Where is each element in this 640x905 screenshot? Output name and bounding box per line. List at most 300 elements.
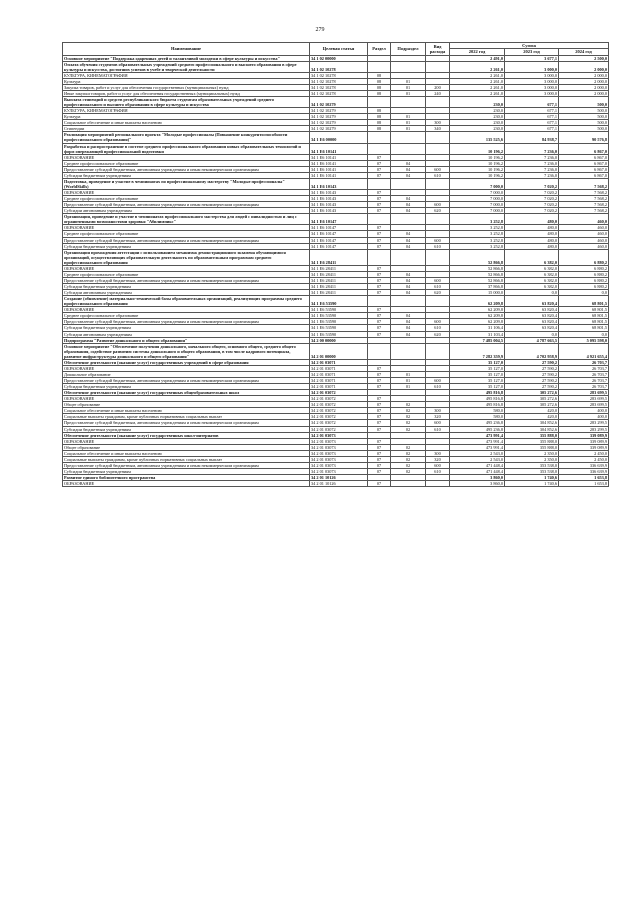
row-section: 07 [368, 319, 391, 325]
row-section: 07 [368, 384, 391, 390]
row-name: Обеспечение деятельности (оказание услуг) государственных школ-интернатов [63, 432, 310, 438]
row-target-code: 34 1 02 10278 [310, 78, 368, 84]
row-expense-type [426, 481, 450, 487]
row-sum-2023: 1 740,6 [505, 481, 559, 487]
row-section: 07 [368, 456, 391, 462]
row-section: 07 [368, 481, 391, 487]
row-section: 07 [368, 190, 391, 196]
row-expense-type: 200 [426, 84, 450, 90]
row-sum-2023: 480,0 [505, 231, 559, 237]
row-sum-2024: 500,0 [559, 126, 609, 132]
row-subsection: 04 [391, 331, 426, 337]
row-name: Общее образование [63, 444, 310, 450]
row-sum-2024: 6 867,0 [559, 154, 609, 160]
row-target-code: 34 2 01 03072 [310, 426, 368, 432]
row-sum-2024: 6 880,2 [559, 284, 609, 290]
row-target-code: 34 1 Е6 28411 [310, 284, 368, 290]
row-sum-2023: 7 020,2 [505, 196, 559, 202]
row-target-code: 34 2 01 03071 [310, 378, 368, 384]
row-target-code: 34 2 01 00000 [310, 343, 368, 359]
row-sum-2023: 7 020,2 [505, 202, 559, 208]
row-sum-2024: 460,0 [559, 231, 609, 237]
row-sum-2024: 7 568,2 [559, 208, 609, 214]
row-name: Организация прохождения аттестации с использованием механизма демонстрационного экзамена обучающимися организаций, осуществляющих образовательную деятельность по образовательным программам среднего профессионального образования [63, 249, 310, 265]
row-target-code: 34 1 Е6 53590 [310, 313, 368, 319]
row-sum-2024: 1 653,8 [559, 481, 609, 487]
row-section [368, 143, 391, 154]
row-sum-2024: 2 450,0 [559, 450, 609, 456]
row-target-code: 34 1 Е6 53590 [310, 325, 368, 331]
row-subsection [391, 343, 426, 359]
row-target-code: 34 1 02 10278 [310, 84, 368, 90]
row-sum-2023: 7 020,2 [505, 208, 559, 214]
table-row [63, 61, 609, 72]
row-sum-2022: 7 485 004,5 [450, 337, 505, 343]
row-expense-type: 300 [426, 408, 450, 414]
row-sum-2022: 495 236,8 [450, 420, 505, 426]
row-section: 07 [368, 426, 391, 432]
row-name: КУЛЬТУРА, КИНЕМАТОГРАФИЯ [63, 72, 310, 78]
row-expense-type: 600 [426, 378, 450, 384]
row-section: 08 [368, 90, 391, 96]
row-sum-2024: 6 867,0 [559, 143, 609, 154]
row-sum-2024: 460,0 [559, 243, 609, 249]
row-sum-2022: 3 252,8 [450, 231, 505, 237]
row-sum-2022: 3 252,8 [450, 237, 505, 243]
row-expense-type: 620 [426, 331, 450, 337]
row-expense-type [426, 343, 450, 359]
row-subsection: 04 [391, 196, 426, 202]
row-subsection: 01 [391, 90, 426, 96]
row-section: 07 [368, 371, 391, 377]
row-sum-2023: 305 272,6 [505, 390, 559, 396]
table-row [63, 143, 609, 154]
row-sum-2023: 3 000,0 [505, 84, 559, 90]
row-sum-2023: 677,1 [505, 120, 559, 126]
row-sum-2024: 6 880,2 [559, 249, 609, 265]
row-subsection: 04 [391, 290, 426, 296]
row-name: ОБРАЗОВАНИЕ [63, 365, 310, 371]
row-sum-2022: 10 196,2 [450, 143, 505, 154]
row-section [368, 61, 391, 72]
row-sum-2022: 2 543,0 [450, 450, 505, 456]
row-sum-2023: 2 350,0 [505, 450, 559, 456]
row-target-code: 34 1 02 10278 [310, 72, 368, 78]
row-sum-2022: 2 261,0 [450, 78, 505, 84]
row-name: Социальное обеспечение и иные выплаты населению [63, 408, 310, 414]
row-sum-2023: 7 236,0 [505, 172, 559, 178]
row-section: 07 [368, 265, 391, 271]
row-sum-2023: 420,0 [505, 414, 559, 420]
row-section: 08 [368, 114, 391, 120]
row-subsection: 04 [391, 277, 426, 283]
row-sum-2024: 460,0 [559, 225, 609, 231]
row-sum-2022: 3 860,0 [450, 475, 505, 481]
row-expense-type: 610 [426, 468, 450, 474]
row-section: 07 [368, 208, 391, 214]
row-sum-2022: 7 282 359,9 [450, 343, 505, 359]
row-sum-2023: 84 938,7 [505, 132, 559, 143]
row-sum-2022: 35 127,0 [450, 371, 505, 377]
row-sum-2022: 580,0 [450, 408, 505, 414]
row-name: Предоставление субсидий бюджетным, автономным учреждениям и иным некоммерческим организациям [63, 237, 310, 243]
row-sum-2022: 495 816,8 [450, 402, 505, 408]
row-subsection [391, 214, 426, 225]
row-target-code: 34 1 Е6 10141 [310, 166, 368, 172]
row-subsection [391, 132, 426, 143]
table-row [63, 296, 609, 307]
row-target-code: 34 2 01 03073 [310, 432, 368, 438]
row-sum-2024: 400,0 [559, 408, 609, 414]
row-sum-2022: 52 866,8 [450, 271, 505, 277]
row-name: ОБРАЗОВАНИЕ [63, 154, 310, 160]
row-section: 07 [368, 154, 391, 160]
row-name: Субсидии автономным учреждениям [63, 331, 310, 337]
row-subsection: 02 [391, 408, 426, 414]
row-section [368, 178, 391, 189]
row-sum-2022: 495 816,8 [450, 396, 505, 402]
row-sum-2024: 283 299,5 [559, 426, 609, 432]
row-sum-2023: 7 236,0 [505, 166, 559, 172]
header-code: Целевая статья [310, 43, 368, 56]
row-sum-2022: 7 000,0 [450, 208, 505, 214]
row-sum-2024: 68 801,5 [559, 313, 609, 319]
row-subsection: 04 [391, 237, 426, 243]
row-expense-type [426, 214, 450, 225]
row-sum-2023: 355 888,0 [505, 432, 559, 438]
row-sum-2024: 0,0 [559, 331, 609, 337]
header-subsection: Подраздел [391, 43, 426, 56]
row-section [368, 97, 391, 108]
row-sum-2024: 7 568,2 [559, 202, 609, 208]
row-sum-2023: 353 538,0 [505, 468, 559, 474]
row-sum-2022: 230,0 [450, 97, 505, 108]
row-name: Субсидии автономным учреждениям [63, 290, 310, 296]
row-sum-2023: 3 677,1 [505, 55, 559, 61]
row-sum-2022: 10 196,2 [450, 154, 505, 160]
row-sum-2022: 495 236,8 [450, 426, 505, 432]
row-sum-2023: 63 820,4 [505, 319, 559, 325]
row-subsection: 01 [391, 371, 426, 377]
row-sum-2022: 471 448,4 [450, 462, 505, 468]
row-name: Субсидии бюджетным учреждениям [63, 172, 310, 178]
row-sum-2022: 52 866,8 [450, 265, 505, 271]
row-sum-2024: 7 568,2 [559, 178, 609, 189]
row-sum-2024: 26 703,7 [559, 384, 609, 390]
header-section: Раздел [368, 43, 391, 56]
row-target-code: 34 1 Е6 10141 [310, 160, 368, 166]
row-name: Субсидии бюджетным учреждениям [63, 384, 310, 390]
row-sum-2024: 2 000,0 [559, 61, 609, 72]
row-name: Закупка товаров, работ и услуг для обеспечения государственных (муниципальных) нужд [63, 84, 310, 90]
row-sum-2023: 7 236,0 [505, 154, 559, 160]
row-name: Предоставление субсидий бюджетным, автономным учреждениям и иным некоммерческим организациям [63, 277, 310, 283]
row-target-code: 34 2 01 03072 [310, 414, 368, 420]
row-name: Предоставление субсидий бюджетным, автономным учреждениям и иным некоммерческим организациям [63, 462, 310, 468]
row-sum-2024: 26 703,7 [559, 365, 609, 371]
row-sum-2023: 6 382,0 [505, 265, 559, 271]
row-sum-2022: 7 000,0 [450, 202, 505, 208]
row-target-code: 34 1 Е6 28411 [310, 271, 368, 277]
row-section: 07 [368, 420, 391, 426]
row-target-code: 34 1 Е6 10147 [310, 214, 368, 225]
row-sum-2022: 15 000,0 [450, 290, 505, 296]
row-sum-2022: 7 000,0 [450, 196, 505, 202]
row-sum-2023: 480,0 [505, 214, 559, 225]
row-expense-type [426, 249, 450, 265]
row-subsection: 04 [391, 325, 426, 331]
row-section: 07 [368, 408, 391, 414]
row-target-code: 34 1 02 10279 [310, 120, 368, 126]
row-target-code: 34 1 Е6 10143 [310, 190, 368, 196]
table-row [63, 132, 609, 143]
row-name: Среднее профессиональное образование [63, 271, 310, 277]
row-section: 07 [368, 277, 391, 283]
row-section: 07 [368, 271, 391, 277]
row-section: 07 [368, 378, 391, 384]
row-expense-type [426, 97, 450, 108]
row-subsection: 02 [391, 468, 426, 474]
row-sum-2022: 230,0 [450, 114, 505, 120]
row-sum-2023: 7 020,2 [505, 190, 559, 196]
row-target-code: 34 2 01 03073 [310, 462, 368, 468]
row-sum-2024: 68 801,5 [559, 296, 609, 307]
row-sum-2022: 10 196,2 [450, 160, 505, 166]
table-row [63, 343, 609, 359]
row-name: Субсидии автономным учреждениям [63, 208, 310, 214]
row-target-code: 34 1 Е6 53590 [310, 307, 368, 313]
row-target-code: 34 1 Е6 28411 [310, 265, 368, 271]
row-expense-type: 600 [426, 420, 450, 426]
row-sum-2023: 677,1 [505, 97, 559, 108]
budget-table [62, 42, 609, 487]
row-sum-2022: 62 209,8 [450, 313, 505, 319]
row-expense-type: 620 [426, 290, 450, 296]
row-sum-2023: 677,1 [505, 108, 559, 114]
row-name: Общее образование [63, 402, 310, 408]
row-section [368, 249, 391, 265]
row-sum-2022: 10 196,2 [450, 166, 505, 172]
row-sum-2024: 0,0 [559, 290, 609, 296]
row-sum-2024: 500,0 [559, 108, 609, 114]
row-section: 08 [368, 78, 391, 84]
row-sum-2024: 2 500,0 [559, 55, 609, 61]
row-name: ОБРАЗОВАНИЕ [63, 307, 310, 313]
row-sum-2023: 0,0 [505, 290, 559, 296]
row-sum-2024: 500,0 [559, 120, 609, 126]
row-name: Стипендии [63, 126, 310, 132]
row-section: 07 [368, 396, 391, 402]
row-section: 07 [368, 462, 391, 468]
row-target-code: 34 2 01 03071 [310, 384, 368, 390]
row-subsection: 01 [391, 120, 426, 126]
row-name: Разработка и распространение в системе среднего профессионального образования новых образовательных технологий и форм опережающей профессиональной подготовки [63, 143, 310, 154]
row-sum-2024: 5 095 598,0 [559, 337, 609, 343]
row-sum-2022: 135 525,6 [450, 132, 505, 143]
row-sum-2023: 63 820,4 [505, 313, 559, 319]
row-sum-2024: 7 568,2 [559, 196, 609, 202]
row-sum-2023: 677,1 [505, 126, 559, 132]
header-year-2022: 2022 год [450, 49, 505, 55]
row-expense-type [426, 178, 450, 189]
row-sum-2022: 62 209,8 [450, 296, 505, 307]
row-sum-2022: 10 196,2 [450, 172, 505, 178]
row-sum-2023: 2 350,0 [505, 456, 559, 462]
row-sum-2024: 283 699,5 [559, 396, 609, 402]
row-sum-2023: 480,0 [505, 237, 559, 243]
row-expense-type: 340 [426, 126, 450, 132]
row-name: Субсидии бюджетным учреждениям [63, 325, 310, 331]
row-name: Основное мероприятие "Обеспечение получения дошкольного, начального общего, основного общего, среднего общего образования, содействие развитию системы дошкольного и общего образования, в том числе кадрового потенциала, развитие инфраструктуры дошкольного и общего образования" [63, 343, 310, 359]
row-sum-2024: 68 801,5 [559, 325, 609, 331]
row-sum-2024: 2 000,0 [559, 78, 609, 84]
row-subsection: 04 [391, 271, 426, 277]
header-sum: Сумма [450, 43, 609, 49]
row-sum-2022: 37 866,8 [450, 284, 505, 290]
row-sum-2024: 400,0 [559, 414, 609, 420]
row-sum-2024: 6 880,2 [559, 277, 609, 283]
row-target-code: 34 2 01 03072 [310, 396, 368, 402]
row-sum-2023: 4 787 663,5 [505, 337, 559, 343]
row-sum-2024: 6 880,2 [559, 265, 609, 271]
row-subsection: 01 [391, 84, 426, 90]
row-sum-2023: 304 852,6 [505, 420, 559, 426]
header-name: Наименование [63, 43, 310, 56]
row-sum-2024: 6 867,0 [559, 166, 609, 172]
row-name: ОБРАЗОВАНИЕ [63, 265, 310, 271]
row-subsection [391, 481, 426, 487]
row-subsection: 01 [391, 78, 426, 84]
row-sum-2023: 480,0 [505, 243, 559, 249]
row-name: Предоставление субсидий бюджетным, автономным учреждениям и иным некоммерческим организациям [63, 166, 310, 172]
row-section: 08 [368, 108, 391, 114]
row-name: Организация, проведение и участие в чемпионатах профессионального мастерства для людей с инвалидностью и лиц с ограниченными возможностями здоровья "Абилимпикс" [63, 214, 310, 225]
row-sum-2024: 283 699,5 [559, 402, 609, 408]
row-expense-type: 320 [426, 456, 450, 462]
row-target-code: 34 1 Е6 10143 [310, 196, 368, 202]
row-subsection: 04 [391, 172, 426, 178]
row-name: Выплата стипендий и средств республиканского бюджета студентам образовательных учреждений среднего профессионального и высшего образования в сфере культуры и искусства [63, 97, 310, 108]
row-expense-type: 610 [426, 284, 450, 290]
row-name: Социальное обеспечение и иные выплаты населению [63, 120, 310, 126]
row-subsection: 04 [391, 243, 426, 249]
row-name: Социальные выплаты гражданам, кроме публичных нормативных социальных выплат [63, 456, 310, 462]
row-target-code: 34 2 01 03071 [310, 365, 368, 371]
row-name: Реализация мероприятий регионального проекта "Молодые профессионалы (Повышение конкурентоспособности профессионального образования)" [63, 132, 310, 143]
row-sum-2023: 63 820,4 [505, 296, 559, 307]
row-subsection: 02 [391, 420, 426, 426]
row-expense-type: 600 [426, 166, 450, 172]
row-target-code: 34 2 01 03073 [310, 450, 368, 456]
row-sum-2022: 2 261,0 [450, 84, 505, 90]
row-target-code: 34 1 Е6 10143 [310, 178, 368, 189]
row-section: 07 [368, 160, 391, 166]
row-sum-2024: 6 867,0 [559, 160, 609, 166]
row-sum-2022: 3 252,8 [450, 243, 505, 249]
row-sum-2023: 7 020,2 [505, 178, 559, 189]
row-sum-2022: 230,0 [450, 126, 505, 132]
row-subsection: 04 [391, 313, 426, 319]
row-name: Среднее профессиональное образование [63, 160, 310, 166]
row-sum-2022: 2 261,0 [450, 61, 505, 72]
row-subsection: 01 [391, 126, 426, 132]
row-sum-2022: 230,0 [450, 108, 505, 114]
row-section: 07 [368, 237, 391, 243]
row-section: 07 [368, 290, 391, 296]
row-section: 07 [368, 225, 391, 231]
row-sum-2024: 339 089,9 [559, 432, 609, 438]
row-sum-2023: 63 820,4 [505, 325, 559, 331]
row-section: 08 [368, 72, 391, 78]
row-target-code: 34 2 01 03073 [310, 468, 368, 474]
row-name: Социальное обеспечение и иные выплаты населению [63, 450, 310, 456]
row-section: 07 [368, 166, 391, 172]
row-target-code: 34 2 01 03073 [310, 444, 368, 450]
row-name: ОБРАЗОВАНИЕ [63, 396, 310, 402]
row-section: 07 [368, 231, 391, 237]
row-name: Иные закупки товаров, работ и услуг для обеспечения государственных (муниципальных) нужд [63, 90, 310, 96]
row-subsection: 04 [391, 208, 426, 214]
row-section: 08 [368, 126, 391, 132]
row-target-code: 34 1 02 10279 [310, 97, 368, 108]
row-target-code: 34 1 Е6 10141 [310, 143, 368, 154]
row-sum-2023: 27 590,2 [505, 365, 559, 371]
row-subsection: 04 [391, 160, 426, 166]
row-target-code: 34 1 Е6 10141 [310, 172, 368, 178]
row-target-code: 34 1 02 00000 [310, 55, 368, 61]
row-sum-2022: 3 860,0 [450, 481, 505, 487]
row-expense-type [426, 296, 450, 307]
row-sum-2023: 6 382,0 [505, 249, 559, 265]
row-target-code: 34 1 Е6 10147 [310, 237, 368, 243]
row-name: ОБРАЗОВАНИЕ [63, 481, 310, 487]
row-sum-2024: 2 000,0 [559, 90, 609, 96]
row-target-code: 34 2 01 03072 [310, 390, 368, 396]
row-sum-2022: 62 209,8 [450, 307, 505, 313]
row-sum-2023: 27 590,2 [505, 371, 559, 377]
row-sum-2023: 7 236,0 [505, 160, 559, 166]
row-target-code: 34 2 01 03072 [310, 402, 368, 408]
row-name: Предоставление субсидий бюджетным, автономным учреждениям и иным некоммерческим организациям [63, 319, 310, 325]
row-name: Культура [63, 114, 310, 120]
row-sum-2023: 305 272,6 [505, 396, 559, 402]
row-sum-2024: 1 653,8 [559, 475, 609, 481]
row-sum-2023: 27 590,2 [505, 359, 559, 365]
row-sum-2024: 2 000,0 [559, 72, 609, 78]
row-name: Субсидии бюджетным учреждениям [63, 243, 310, 249]
row-section: 07 [368, 172, 391, 178]
row-sum-2024: 339 089,9 [559, 438, 609, 444]
row-expense-type: 600 [426, 319, 450, 325]
row-sum-2024: 68 801,5 [559, 307, 609, 313]
row-sum-2023: 7 236,0 [505, 143, 559, 154]
row-sum-2023: 0,0 [505, 331, 559, 337]
row-subsection: 04 [391, 231, 426, 237]
row-name: Субсидии бюджетным учреждениям [63, 284, 310, 290]
row-subsection: 02 [391, 414, 426, 420]
row-target-code: 34 1 Е6 10147 [310, 225, 368, 231]
row-sum-2022: 35 127,0 [450, 365, 505, 371]
row-sum-2024: 283 299,5 [559, 420, 609, 426]
header-year-2023: 2023 год [505, 49, 559, 55]
row-sum-2022: 7 000,0 [450, 178, 505, 189]
row-target-code: 34 1 Е6 28411 [310, 249, 368, 265]
row-sum-2023: 677,1 [505, 114, 559, 120]
row-section: 07 [368, 444, 391, 450]
row-expense-type: 240 [426, 90, 450, 96]
row-expense-type: 620 [426, 208, 450, 214]
row-subsection: 04 [391, 166, 426, 172]
